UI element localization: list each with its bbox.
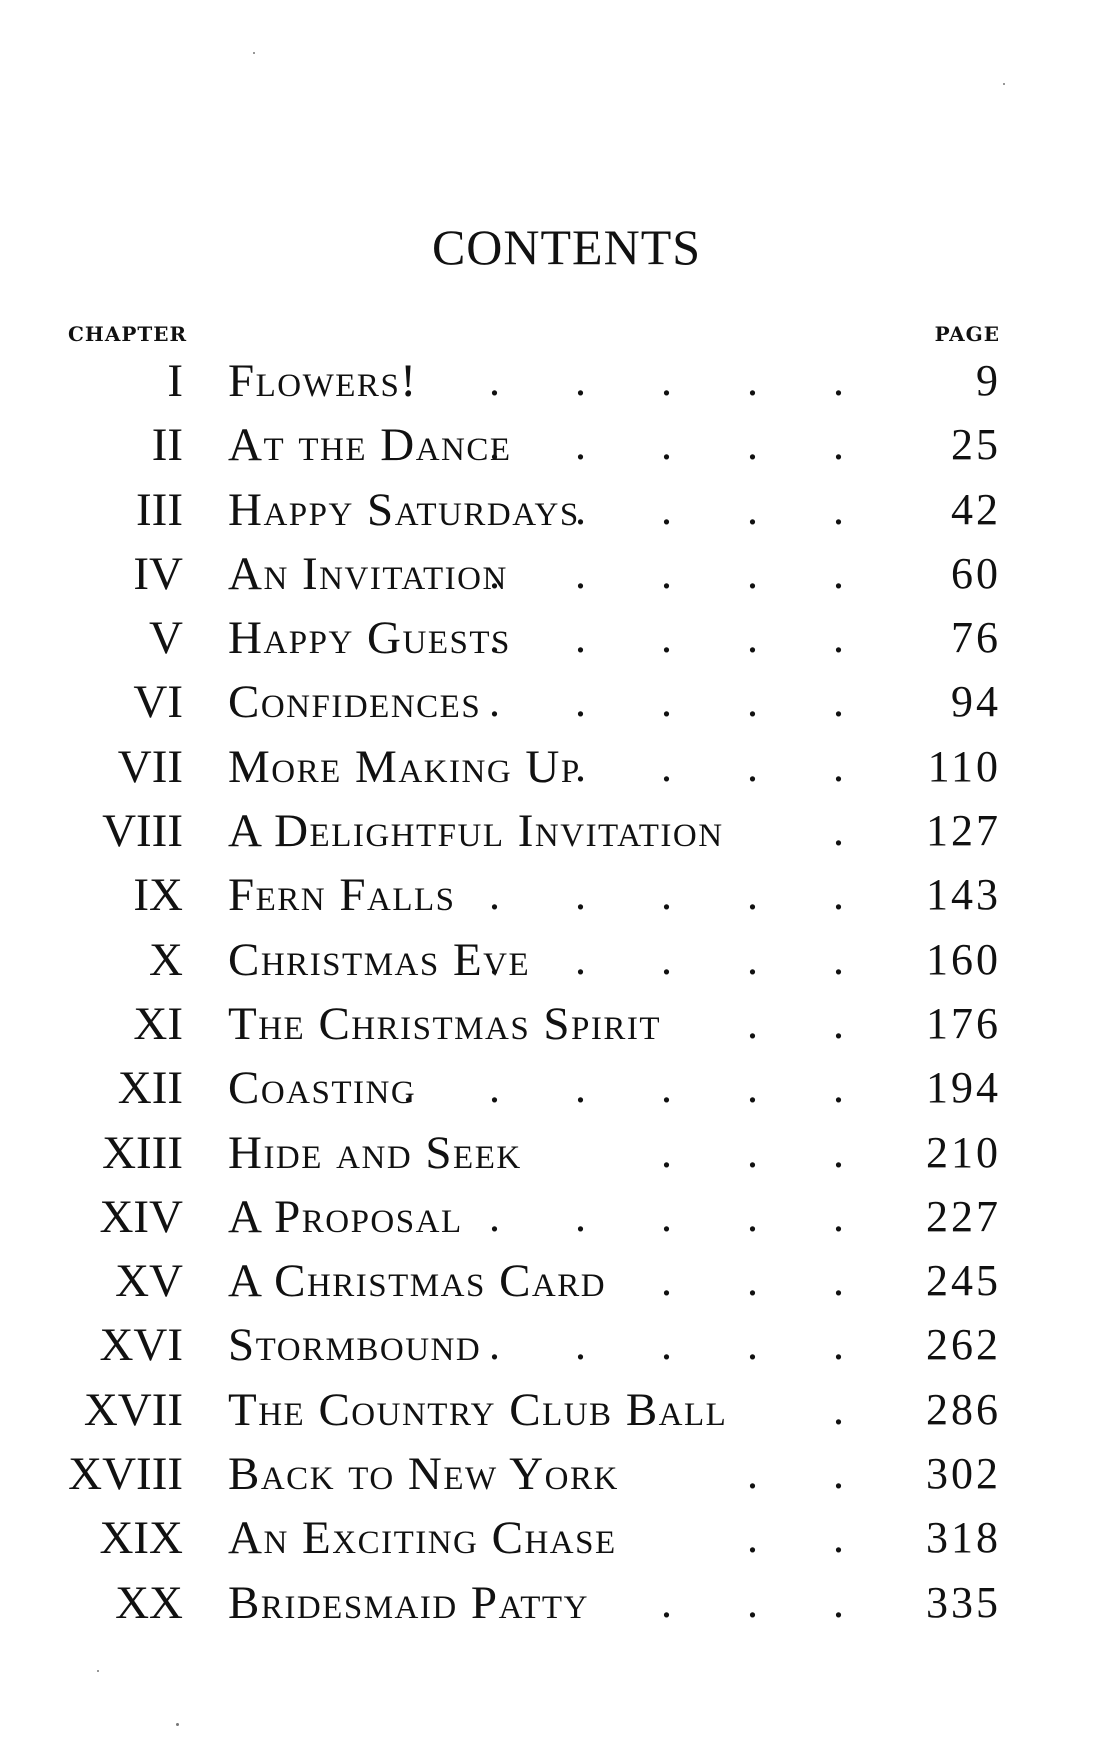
- chapter-title: An Invitation: [228, 547, 508, 600]
- chapter-number: VI: [133, 676, 183, 729]
- toc-entry[interactable]: [0, 799, 1093, 863]
- chapter-title: Stormbound: [228, 1319, 482, 1372]
- dot-leader: . . . . . .: [403, 1063, 876, 1113]
- page-number: 127: [926, 806, 1001, 856]
- page-number: 25: [951, 420, 1001, 470]
- dot-leader: . . . . .: [489, 1191, 876, 1241]
- toc-entry[interactable]: [0, 542, 1093, 606]
- chapter-number: XIX: [99, 1512, 183, 1565]
- page-number: 262: [926, 1320, 1001, 1370]
- chapter-number: IV: [133, 547, 183, 600]
- chapter-title: A Proposal: [228, 1190, 463, 1243]
- page-column-header: PAGE: [934, 322, 1000, 346]
- toc-entry[interactable]: [0, 1313, 1093, 1377]
- page-number: 42: [951, 484, 1001, 534]
- toc-entry[interactable]: [0, 349, 1093, 413]
- chapter-column-header: CHAPTER: [68, 322, 188, 346]
- page-number: 176: [926, 998, 1001, 1048]
- toc-entry[interactable]: [0, 735, 1093, 799]
- dot-leader: . . . . .: [489, 934, 876, 984]
- chapter-title: Christmas Eve: [228, 933, 531, 986]
- toc-entry[interactable]: [0, 992, 1093, 1056]
- scan-speck: [176, 1723, 179, 1726]
- toc-entry[interactable]: [0, 478, 1093, 542]
- toc-entry[interactable]: [0, 1249, 1093, 1313]
- chapter-number: XVIII: [68, 1448, 183, 1501]
- toc-entry[interactable]: [0, 1442, 1093, 1506]
- chapter-number: V: [149, 612, 183, 665]
- dot-leader: . .: [747, 1513, 876, 1563]
- dot-leader: . . .: [661, 1577, 876, 1627]
- dot-leader: . . . .: [575, 741, 876, 791]
- scan-speck: [1003, 83, 1005, 85]
- dot-leader: . . . . .: [489, 420, 876, 470]
- page-number: 76: [951, 613, 1001, 663]
- toc-entry[interactable]: [0, 1378, 1093, 1442]
- table-of-contents: [0, 349, 1093, 1635]
- page-number: 94: [951, 677, 1001, 727]
- chapter-title: A Delightful Invitation: [228, 805, 724, 858]
- toc-entry[interactable]: [0, 928, 1093, 992]
- dot-leader: . . . . .: [489, 613, 876, 663]
- page-number: 245: [926, 1256, 1001, 1306]
- chapter-number: XIII: [102, 1126, 183, 1179]
- page-number: 335: [926, 1577, 1001, 1627]
- page-number: 194: [926, 1063, 1001, 1113]
- chapter-number: XV: [115, 1255, 183, 1308]
- dot-leader: . . . . .: [489, 870, 876, 920]
- chapter-title: The Christmas Spirit: [228, 997, 662, 1050]
- chapter-title: More Making Up: [228, 740, 581, 793]
- dot-leader: . .: [747, 998, 876, 1048]
- dot-leader: . . . . . .: [403, 356, 876, 405]
- dot-leader: .: [833, 1384, 876, 1434]
- page-number: 9: [976, 356, 1001, 405]
- chapter-title: Hide and Seek: [228, 1126, 522, 1179]
- scan-speck: [253, 52, 255, 54]
- chapter-title: Bridesmaid Patty: [228, 1576, 589, 1629]
- chapter-title: An Exciting Chase: [228, 1512, 617, 1565]
- chapter-title: Confidences: [228, 676, 482, 729]
- page-number: 143: [926, 870, 1001, 920]
- chapter-number: III: [136, 483, 183, 536]
- dot-leader: . . . .: [575, 484, 876, 534]
- page-number: 302: [926, 1449, 1001, 1499]
- dot-leader: . . .: [661, 1256, 876, 1306]
- chapter-number: XI: [133, 997, 183, 1050]
- page-number: 286: [926, 1384, 1001, 1434]
- chapter-title: Fern Falls: [228, 869, 456, 922]
- chapter-title: Happy Guests: [228, 612, 511, 665]
- chapter-number: I: [167, 355, 183, 407]
- toc-entry[interactable]: [0, 1185, 1093, 1249]
- chapter-title: Flowers!: [228, 355, 418, 407]
- page-number: 210: [926, 1127, 1001, 1177]
- chapter-title: Back to New York: [228, 1448, 619, 1501]
- toc-entry[interactable]: [0, 413, 1093, 477]
- toc-entry[interactable]: [0, 1506, 1093, 1570]
- chapter-title: At the Dance: [228, 419, 512, 472]
- dot-leader: .: [833, 806, 876, 856]
- page-number: 227: [926, 1191, 1001, 1241]
- toc-entry[interactable]: [0, 670, 1093, 734]
- chapter-number: XVII: [83, 1383, 183, 1436]
- page-number: 160: [926, 934, 1001, 984]
- dot-leader: . . .: [661, 1127, 876, 1177]
- chapter-number: XII: [117, 1062, 183, 1115]
- chapter-number: IX: [133, 869, 183, 922]
- chapter-number: VIII: [102, 805, 183, 858]
- dot-leader: . . . . .: [489, 548, 876, 598]
- chapter-title: A Christmas Card: [228, 1255, 607, 1308]
- toc-entry[interactable]: [0, 606, 1093, 670]
- dot-leader: . . . . .: [489, 1320, 876, 1370]
- dot-leader: . .: [747, 1449, 876, 1499]
- page-number: 318: [926, 1513, 1001, 1563]
- chapter-number: II: [151, 419, 183, 472]
- chapter-number: XIV: [99, 1190, 183, 1243]
- toc-entry[interactable]: [0, 1121, 1093, 1185]
- scan-speck: [97, 1670, 99, 1672]
- chapter-number: XVI: [99, 1319, 183, 1372]
- page-number: 110: [927, 741, 1001, 791]
- chapter-title: The Country Club Ball: [228, 1383, 728, 1436]
- chapter-number: VII: [117, 740, 183, 793]
- dot-leader: . . . . .: [489, 677, 876, 727]
- toc-entry[interactable]: [0, 1056, 1093, 1120]
- chapter-title: Happy Saturdays: [228, 483, 580, 536]
- chapter-title: Coasting: [228, 1062, 417, 1115]
- page-number: 60: [951, 548, 1001, 598]
- chapter-number: X: [149, 933, 183, 986]
- toc-entry[interactable]: [0, 863, 1093, 927]
- toc-entry[interactable]: [0, 1571, 1093, 1635]
- page-title: CONTENTS: [431, 219, 702, 275]
- chapter-number: XX: [115, 1576, 183, 1629]
